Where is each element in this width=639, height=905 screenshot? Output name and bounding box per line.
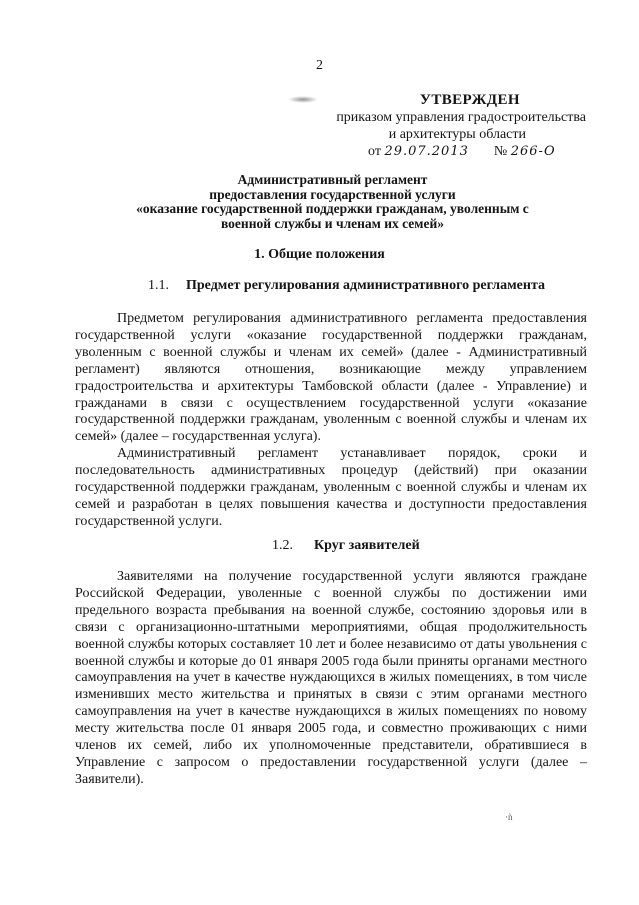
- approval-title: УТВЕРЖДЕН: [419, 92, 520, 108]
- section-heading: 1. Общие положения: [254, 247, 385, 262]
- subsection-title: Предмет регулирования административного регламента: [186, 278, 545, 293]
- subsection-1-1-body: [75, 311, 587, 531]
- subsection-number: 1.1.: [148, 278, 169, 293]
- regulation-title-line-1: Административный регламент: [237, 172, 428, 187]
- approval-stamp: [300, 92, 586, 160]
- scan-mark: ·ǹ: [505, 812, 513, 822]
- regulation-title: [90, 173, 575, 231]
- paragraph: Предметом регулирования административного регламента предоставления государственной услуги «оказание государственной поддержки гражданам, уволенным с военной службы и членам их семей» (далее - Административный регламент) являются отношения, возникающие между управлением градостроительства и архитектуры Тамбовской области (далее - Управление) и гражданами в связи с осуществлением государственной услуги «оказание государственной поддержки гражданам, уволенным с военной службы и членам их семей» (далее – государственная услуга).: [75, 311, 587, 445]
- approval-order-line: приказом управления градостроительства: [336, 110, 586, 125]
- subsection-1-2-heading: [272, 537, 452, 555]
- paragraph: Административный регламент устанавливает порядок, сроки и последовательность административных процедур (действий) при оказании государственной поддержки гражданам, уволенным с военной службы и членам их семей и разработан в целях повышения качества и доступности предоставления государственной услуги.: [75, 446, 587, 529]
- subsection-number: 1.2.: [272, 538, 293, 553]
- subsection-1-2-body: [75, 569, 587, 789]
- approval-date-handwritten: 29.07.2013: [384, 144, 469, 159]
- regulation-title-line-2: предоставления государственной услуги: [209, 186, 456, 202]
- approval-authority-line: и архитектуры области: [388, 127, 526, 142]
- regulation-title-line-3: «оказание государственной поддержки гражданам, уволенным с: [136, 201, 529, 216]
- approval-date-line: [300, 143, 586, 160]
- paragraph: Заявителями на получение государственной услуги являются граждане Российской Федерации, уволенные с военной службы по достижении ими предельного возраста пребывания на военной службе, состоянию здоровья или в связи с организационно-штатными мероприятиями, общая продолжительность военной службы которых составляет 10 лет и более независимо от даты увольнения с военной службы и которые до 01 января 2005 года были приняты органами местного самоуправления на учет в качестве нуждающихся в жилых помещениях, в том числе изменивших место жительства и принятых в связи с этим органами местного самоуправления на учет в качестве нуждающихся в жилых помещениях по новому месту жительства после 01 января 2005 года, и совместно проживающих с ними членов их семей, либо их уполномоченные представители, обратившиеся в Управление с запросом о предоставлении государственной услуги (далее – Заявители).: [75, 569, 587, 787]
- approval-number-prefix: №: [493, 144, 508, 159]
- page-number: 2: [316, 58, 323, 73]
- approval-number-handwritten: 266-О: [510, 144, 556, 159]
- approval-date-prefix: от: [368, 144, 381, 159]
- subsection-title: Круг заявителей: [314, 538, 420, 553]
- subsection-1-1-heading: [148, 277, 568, 295]
- regulation-title-line-4: военной службы и членам их семей»: [220, 215, 444, 231]
